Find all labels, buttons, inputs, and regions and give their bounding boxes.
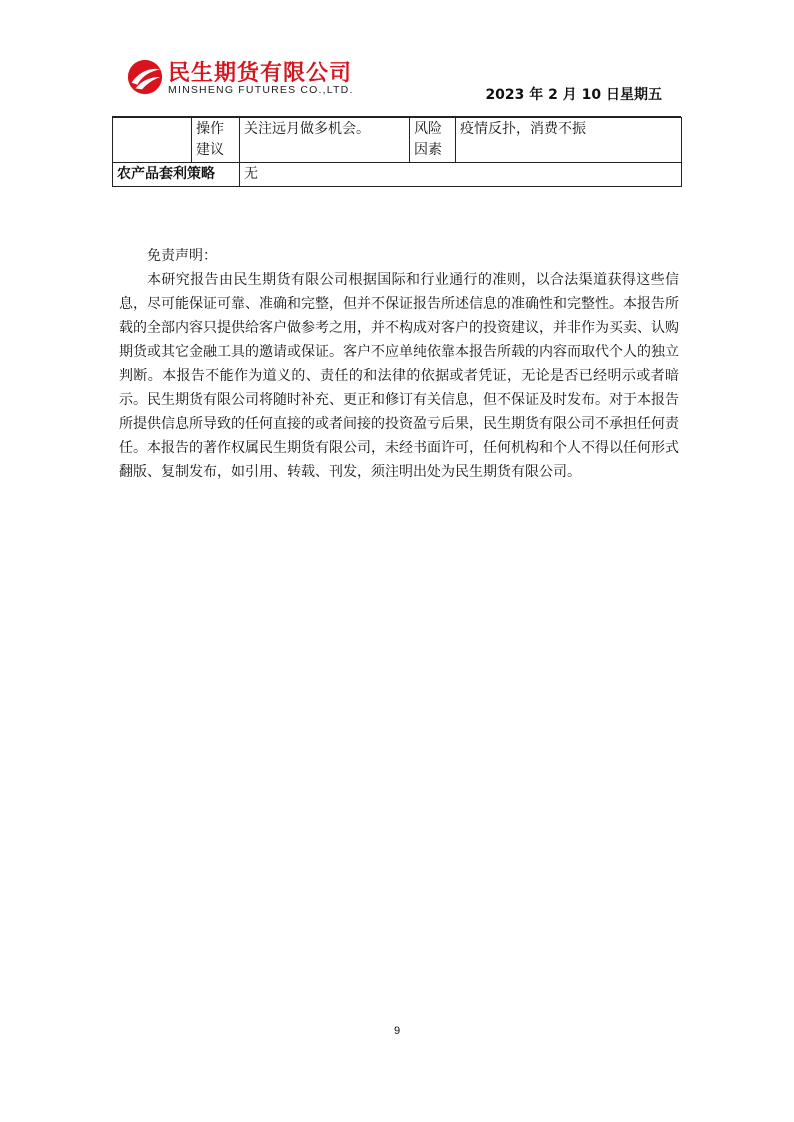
table-cell-blank (113, 118, 192, 163)
company-logo (126, 56, 366, 100)
company-name-cn: 民生期货有限公司 (168, 61, 353, 86)
disclaimer-body: 本研究报告由民生期货有限公司根据国际和行业通行的准则，以合法渠道获得这些信息，尽可能保证可靠、准确和完整，但并不保证报告所述信息的准确性和完整性。本报告所载的全部内容只提供给客户做参考之用，并不构成对客户的投资建议，并非作为买卖、认购期货或其它金融工具的邀请或保证。客户不应单纯依靠本报告所载的内容而取代个人的独立判断。本报告不能作为道义的、责任的和法律的依据或者凭证，无论是否已经明示或者暗示。民生期货有限公司将随时补充、更正和修订有关信息，但不保证及时发布。对于本报告所提供信息所导致的任何直接的或者间接的投资盈亏后果，民生期货有限公司不承担任何责任。本报告的著作权属民生期货有限公司，未经书面许可，任何机构和个人不得以任何形式翻版、复制发布，如引用、转载、刊发，须注明出处为民生期货有限公司。 (119, 272, 679, 480)
swoosh-logo-icon (126, 58, 164, 96)
risk-factor-value: 疫情反扑，消费不振 (456, 118, 682, 163)
operation-advice-label: 操作建议 (192, 118, 240, 163)
arbitrage-strategy-label: 农产品套利策略 (113, 163, 240, 187)
arbitrage-strategy-value: 无 (240, 163, 682, 187)
disclaimer-title: 免责声明： (147, 248, 217, 264)
page-number: 9 (393, 1025, 401, 1037)
table-row (113, 163, 682, 187)
report-date: 2023 年 2 月 10 日星期五 (485, 87, 662, 103)
risk-factor-label: 风险因素 (410, 118, 456, 163)
disclaimer-section (119, 244, 679, 484)
strategy-table (112, 117, 682, 187)
table-row (113, 118, 682, 163)
operation-advice-value: 关注远月做多机会。 (240, 118, 410, 163)
company-name-en: MINSHENG FUTURES CO.,LTD. (168, 84, 354, 96)
